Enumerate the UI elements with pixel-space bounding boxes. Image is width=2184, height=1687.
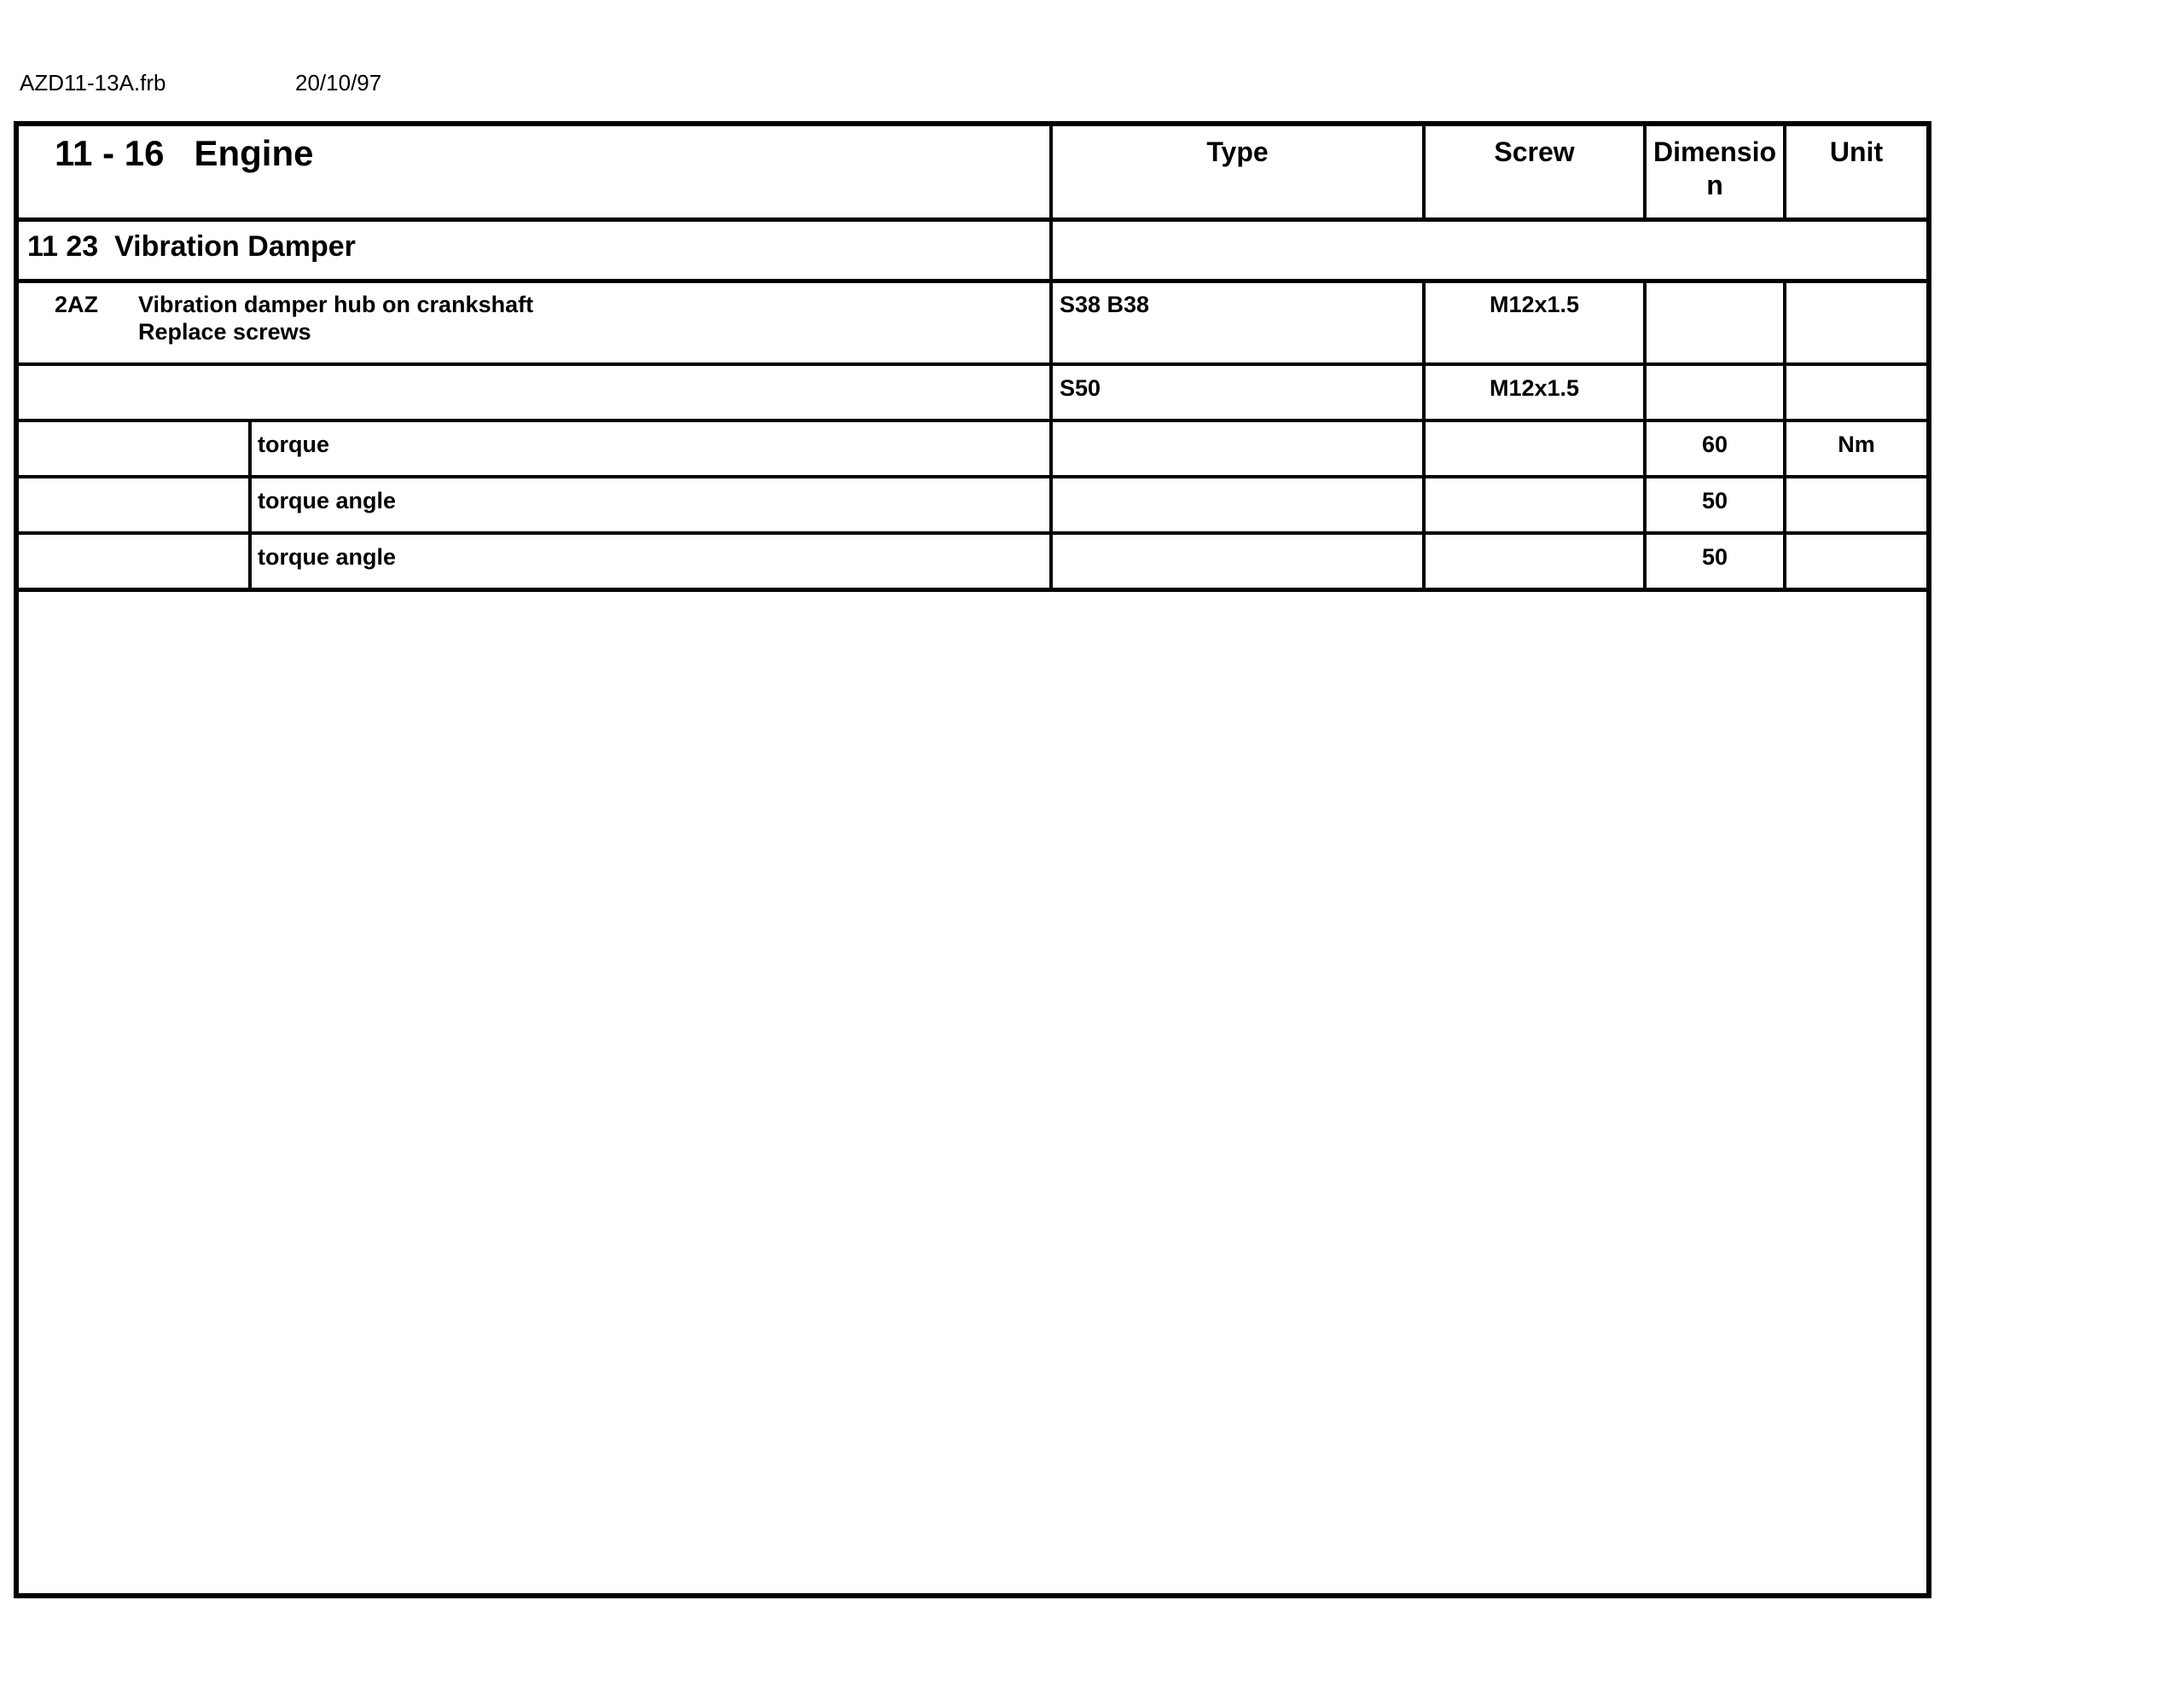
row-unit: Nm bbox=[1838, 432, 1875, 457]
col-divider-type-screw-rows bbox=[1422, 279, 1426, 592]
row-step: torque angle bbox=[258, 488, 397, 513]
row-description-line1: Vibration damper hub on crankshaft bbox=[138, 292, 534, 317]
col-divider-step bbox=[248, 419, 252, 592]
column-header-unit: Unit bbox=[1829, 136, 1884, 167]
row-description-line2: Replace screws bbox=[138, 319, 311, 345]
row-type: S50 bbox=[1060, 375, 1101, 401]
page-title: 11 - 16 Engine bbox=[55, 133, 314, 173]
row-type: S38 B38 bbox=[1060, 292, 1150, 317]
row-screw: M12x1.5 bbox=[1489, 375, 1580, 401]
row-screw: M12x1.5 bbox=[1489, 292, 1580, 317]
rule-header-bottom bbox=[19, 217, 1926, 222]
file-name: AZD11-13A.frb bbox=[20, 70, 166, 96]
column-header-screw: Screw bbox=[1494, 136, 1575, 167]
column-header-dimension-line2: n bbox=[1706, 170, 1723, 200]
column-header-dimension-line1: Dimensio bbox=[1653, 136, 1777, 167]
row-dimension: 50 bbox=[1701, 544, 1728, 570]
row-step: torque angle bbox=[258, 544, 397, 570]
row-dimension: 50 bbox=[1701, 488, 1728, 513]
document-date: 20/10/97 bbox=[295, 70, 382, 96]
rule-row5-bottom bbox=[19, 588, 1926, 592]
rule-row2-bottom bbox=[19, 419, 1926, 422]
section-title: 11 23 Vibration Damper bbox=[27, 230, 356, 263]
rule-row4-bottom bbox=[19, 531, 1926, 535]
rule-row3-bottom bbox=[19, 475, 1926, 478]
column-header-type: Type bbox=[1206, 136, 1269, 167]
rule-row1-bottom bbox=[19, 362, 1926, 366]
row-dimension: 60 bbox=[1701, 432, 1728, 457]
rule-section-bottom bbox=[19, 279, 1926, 283]
row-step: torque bbox=[258, 432, 329, 457]
col-divider-description-type bbox=[1049, 126, 1053, 592]
row-code: 2AZ bbox=[55, 292, 99, 317]
